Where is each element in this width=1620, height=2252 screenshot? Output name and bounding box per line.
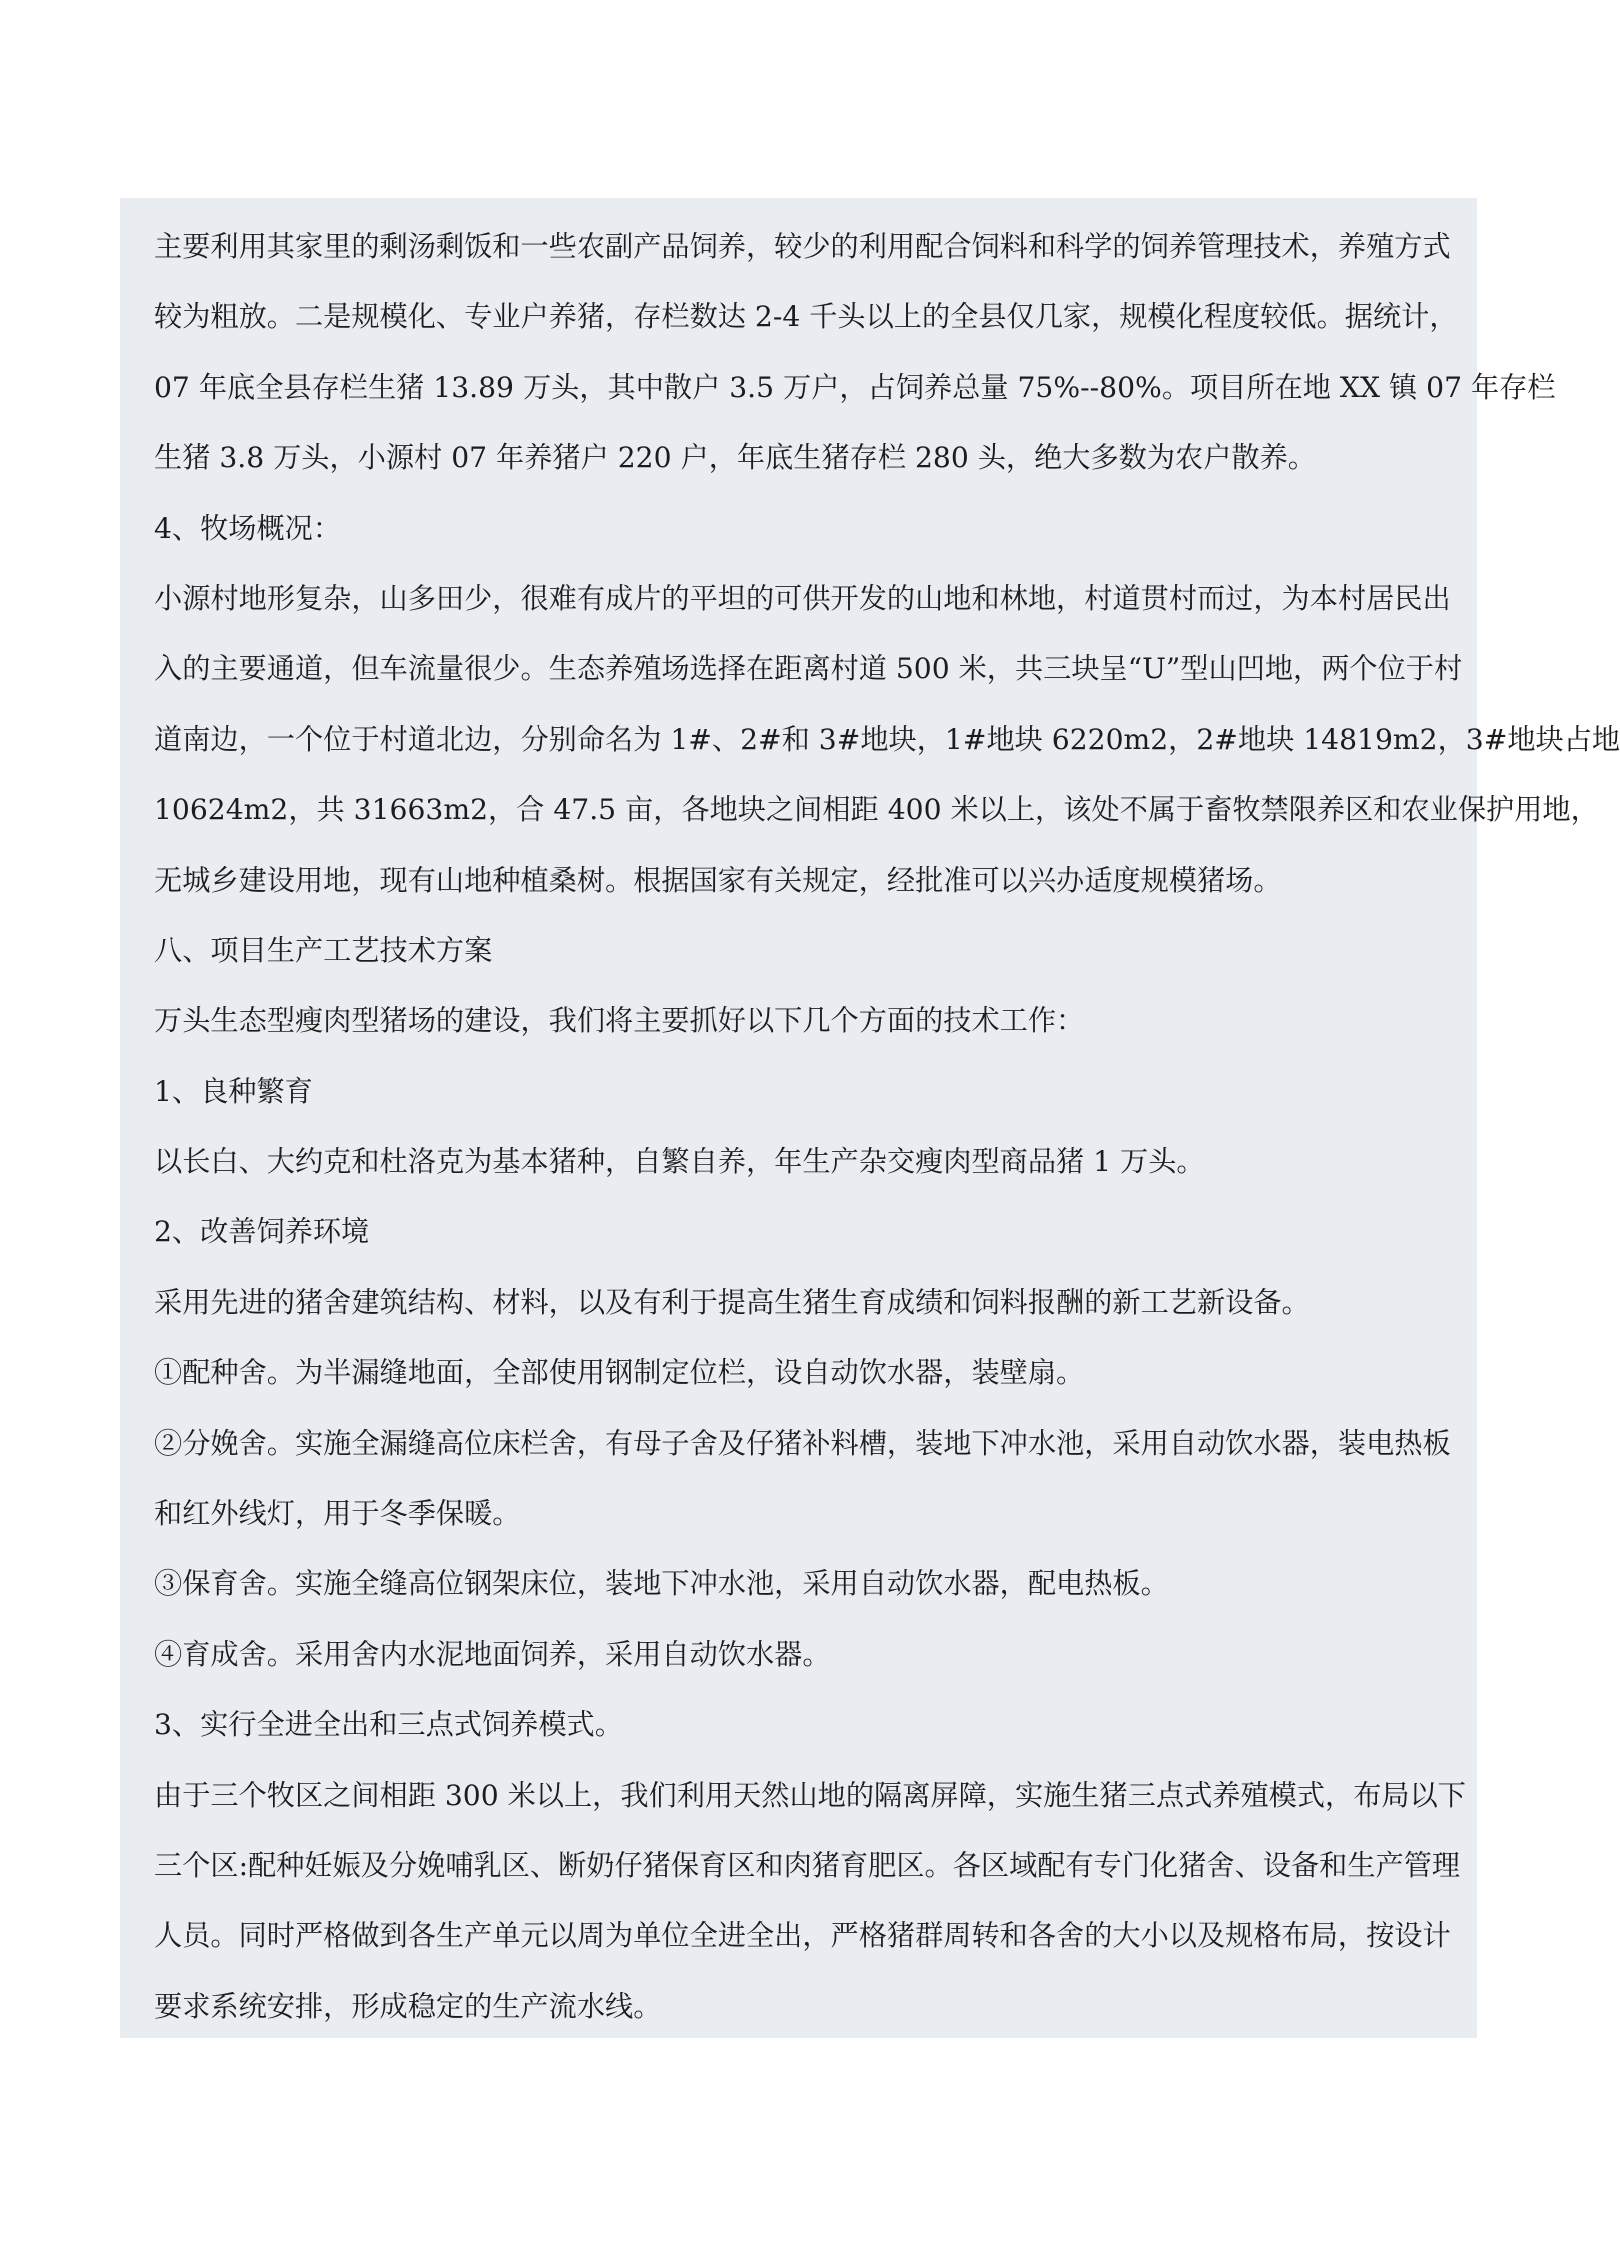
text-line: 主要利用其家里的剩汤剩饭和一些农副产品饲养，较少的利用配合饲料和科学的饲养管理技术，养殖方式	[154, 230, 1451, 263]
text-line: 10624m2，共 31663m2，合 47.5 亩，各地块之间相距 400 米以上，该处不属于畜牧禁限养区和农业保护用地，	[154, 793, 1599, 827]
text-line: 由于三个牧区之间相距 300 米以上，我们利用天然山地的隔离屏障，实施生猪三点式养殖模式，布局以下	[154, 1778, 1466, 1812]
text-line: 道南边，一个位于村道北边，分别命名为 1#、2#和 3#地块，1#地块 6220m2，2#地块 14819m2，3#地块占地	[154, 722, 1620, 756]
text-line: 2、改善饲养环境	[154, 1215, 370, 1249]
text-line: 和红外线灯，用于冬季保暖。	[154, 1497, 521, 1531]
text-line: 万头生态型瘦肉型猪场的建设，我们将主要抓好以下几个方面的技术工作：	[154, 1004, 1085, 1038]
text-line: ④育成舍。采用舍内水泥地面饲养，采用自动饮水器。	[154, 1637, 831, 1671]
document-text-block	[120, 198, 1620, 2038]
text-line: 1、良种繁育	[154, 1074, 313, 1108]
text-line: ①配种舍。为半漏缝地面，全部使用钢制定位栏，设自动饮水器，装壁扇。	[154, 1356, 1085, 1390]
text-line: 以长白、大约克和杜洛克为基本猪种，自繁自养，年生产杂交瘦肉型商品猪 1 万头。	[154, 1145, 1205, 1179]
text-line: 八、项目生产工艺技术方案	[154, 933, 493, 967]
text-line: 三个区:配种妊娠及分娩哺乳区、断奶仔猪保育区和肉猪育肥区。各区域配有专门化猪舍、设备和生产管理	[154, 1848, 1461, 1882]
text-line: ③保育舍。实施全缝高位钢架床位，装地下冲水池，采用自动饮水器，配电热板。	[154, 1567, 1169, 1601]
text-line: 无城乡建设用地，现有山地种植桑树。根据国家有关规定，经批准可以兴办适度规模猪场。	[154, 863, 1282, 897]
text-line: 较为粗放。二是规模化、专业户养猪，存栏数达 2-4 千头以上的全县仅几家，规模化程度较低。据统计，	[154, 300, 1458, 334]
text-line: 小源村地形复杂，山多田少，很难有成片的平坦的可供开发的山地和林地，村道贯村而过，为本村居民出	[154, 581, 1451, 615]
text-line: 07 年底全县存栏生猪 13.89 万头，其中散户 3.5 万户，占饲养总量 75%--80%。项目所在地 XX 镇 07 年存栏	[154, 370, 1556, 404]
text-line: 采用先进的猪舍建筑结构、材料，以及有利于提高生猪生育成绩和饲料报酬的新工艺新设备。	[154, 1285, 1310, 1319]
text-line: 入的主要通道，但车流量很少。生态养殖场选择在距离村道 500 米，共三块呈“U”型山凹地，两个位于村	[154, 652, 1463, 686]
text-line: ②分娩舍。实施全漏缝高位床栏舍，有母子舍及仔猪补料槽，装地下冲水池，采用自动饮水器，装电热板	[154, 1426, 1451, 1460]
text-line: 要求系统安排，形成稳定的生产流水线。	[154, 1989, 662, 2023]
text-line: 3、实行全进全出和三点式饲养模式。	[154, 1708, 623, 1742]
text-line: 人员。同时严格做到各生产单元以周为单位全进全出，严格猪群周转和各舍的大小以及规格布局，按设计	[154, 1919, 1451, 1953]
text-line: 4、牧场概况：	[154, 511, 342, 545]
text-line: 生猪 3.8 万头，小源村 07 年养猪户 220 户，年底生猪存栏 280 头，绝大多数为农户散养。	[154, 441, 1316, 475]
